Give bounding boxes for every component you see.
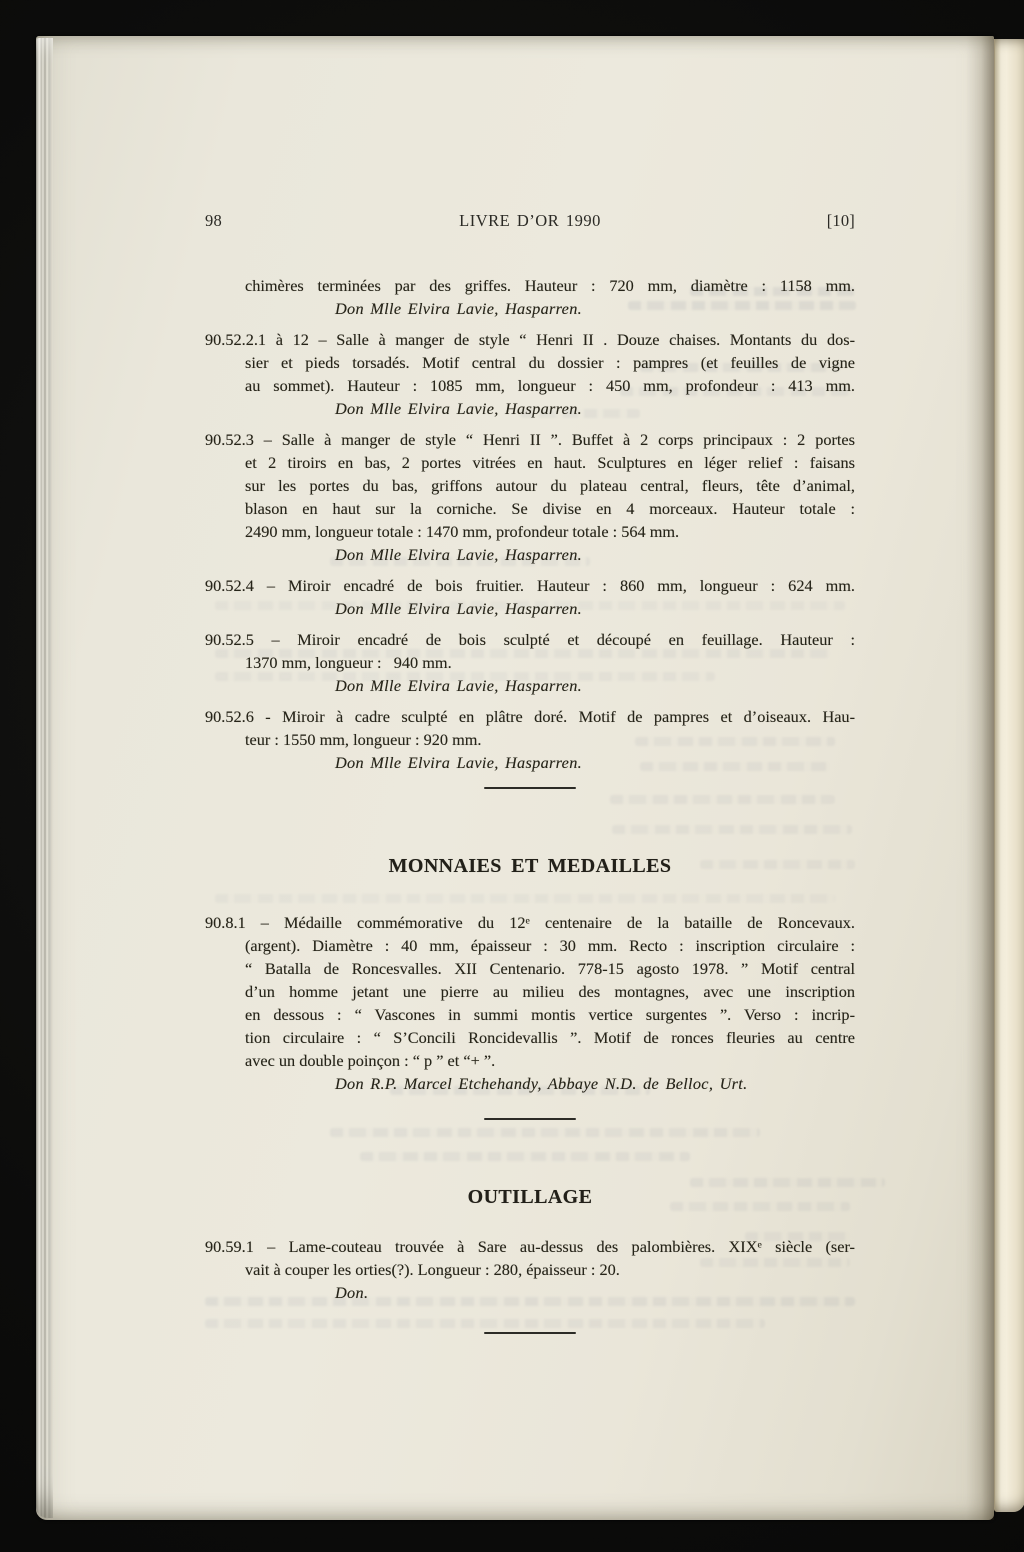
donor-credit: Don Mlle Elvira Lavie, Hasparren. [335, 676, 583, 695]
section-divider [484, 1332, 576, 1334]
catalog-entry [205, 628, 855, 697]
entry-line: (argent). Diamètre : 40 mm, épaisseur : 30 mm. Recto : inscription circulaire : [245, 936, 855, 955]
entry-line: sur les portes du bas, griffons autour du plateau central, fleurs, tête d’animal, [245, 476, 855, 495]
catalog-entry [205, 428, 855, 566]
page-fold-shadow [966, 36, 994, 1520]
entry-line: d’un homme jetant une pierre au milieu des montagnes, avec une inscription [245, 982, 855, 1001]
entry-line: 90.59.1 – Lame-couteau trouvée à Sare au-dessus des palombières. XIXe siècle (ser- [205, 1237, 855, 1256]
page-number: 98 [205, 211, 222, 230]
donor-credit: Don. [335, 1283, 369, 1302]
donor-credit: Don Mlle Elvira Lavie, Hasparren. [335, 753, 583, 772]
catalog-entry [205, 705, 855, 774]
catalog-entry [205, 328, 855, 420]
page-header [205, 210, 855, 232]
entry-line: vait à couper les orties(?). Longueur : 280, épaisseur : 20. [245, 1260, 620, 1279]
entry-line: 90.52.5 – Miroir encadré de bois sculpté et découpé en feuillage. Hauteur : [205, 630, 855, 649]
donor-credit: Don Mlle Elvira Lavie, Hasparren. [335, 299, 583, 318]
entry-line: 90.52.6 - Miroir à cadre sculpté en plâtre doré. Motif de pampres et d’oiseaux. Hau- [205, 707, 855, 726]
section-heading: OUTILLAGE [467, 1186, 593, 1208]
page-edge-stack [36, 38, 53, 1518]
entry-line: 2490 mm, longueur totale : 1470 mm, profondeur totale : 564 mm. [245, 522, 680, 541]
section-divider [484, 1118, 576, 1120]
entry-line: “ Batalla de Roncesvalles. XII Centenario. 778-15 agosto 1978. ” Motif central [245, 959, 855, 978]
entry-line: au sommet). Hauteur : 1085 mm, longueur : 450 mm, profondeur : 413 mm. [245, 376, 855, 395]
catalog-entry [205, 574, 855, 620]
catalog-entry [205, 911, 855, 1095]
entry-line: en dessous : “ Vascones in summi montis vertice surgentes ”. Verso : incrip- [245, 1005, 855, 1024]
entry-line: 90.52.2.1 à 12 – Salle à manger de style “ Henri II . Douze chaises. Montants du dos- [205, 330, 855, 349]
donor-credit: Don Mlle Elvira Lavie, Hasparren. [335, 599, 583, 618]
running-title: LIVRE D’OR 1990 [459, 211, 601, 230]
entry-line: 1370 mm, longueur : 940 mm. [245, 653, 452, 672]
ordinal-superscript: e [757, 1239, 762, 1251]
entry-line: sier et pieds torsadés. Motif central du dossier : pampres (et feuilles de vigne [245, 353, 855, 372]
text-block [205, 274, 855, 1334]
catalog-entry [205, 1235, 855, 1304]
entry-line: 90.8.1 – Médaille commémorative du 12e centenaire de la bataille de Roncevaux. [205, 913, 855, 932]
section-divider [484, 787, 576, 789]
donor-credit: Don Mlle Elvira Lavie, Hasparren. [335, 545, 583, 564]
entry-line: tion circulaire : “ S’Concili Roncidevallis ”. Motif de ronces fleuries au centre [245, 1028, 855, 1047]
entry-line: chimères terminées par des griffes. Hauteur : 720 mm, diamètre : 1158 mm. [245, 276, 855, 295]
entry-line: 90.52.4 – Miroir encadré de bois fruitier. Hauteur : 860 mm, longueur : 624 mm. [205, 576, 855, 595]
catalog-entry [205, 274, 855, 320]
entry-line: avec un double poinçon : “ p ” et “+ ”. [245, 1051, 496, 1070]
folio-number: [10] [826, 211, 855, 230]
entry-line: blason en haut sur la corniche. Se divise en 4 morceaux. Hauteur totale : [245, 499, 855, 518]
entry-line: teur : 1550 mm, longueur : 920 mm. [245, 730, 482, 749]
entry-line: 90.52.3 – Salle à manger de style “ Henri II ”. Buffet à 2 corps principaux : 2 portes [205, 430, 855, 449]
section-heading: MONNAIES ET MEDAILLES [388, 855, 672, 877]
entry-line: et 2 tiroirs en bas, 2 portes vitrées en haut. Sculptures en léger relief : faisans [245, 453, 855, 472]
donor-credit: Don Mlle Elvira Lavie, Hasparren. [335, 399, 583, 418]
ordinal-superscript: e [525, 915, 530, 927]
next-page-edge [994, 39, 1024, 1512]
donor-credit: Don R.P. Marcel Etchehandy, Abbaye N.D. de Belloc, Urt. [335, 1074, 748, 1093]
